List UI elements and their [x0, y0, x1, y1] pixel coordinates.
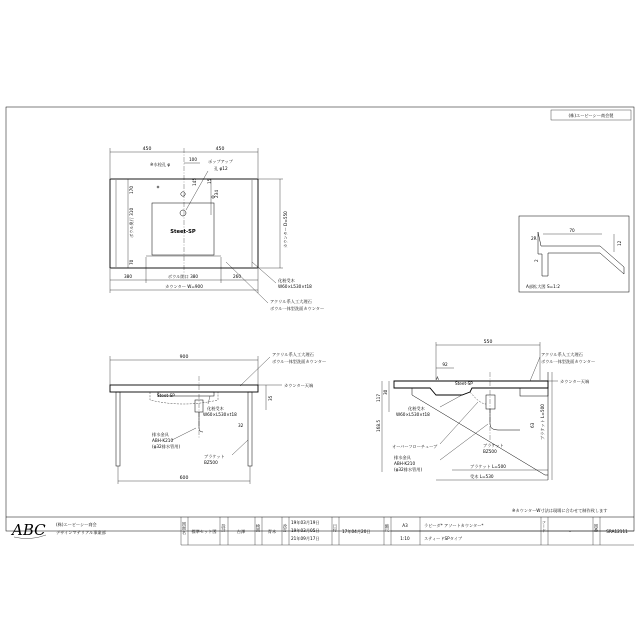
side-bracket-label: ブラケット	[483, 443, 504, 448]
side-bracket	[412, 388, 548, 475]
abc-logo	[10, 521, 46, 539]
plan-dim-70: 70	[129, 259, 134, 265]
tb-scale: 1:10	[400, 536, 410, 541]
company-name-line2: デザインマテリアル事業部	[56, 530, 106, 535]
tb-h-code: コード	[542, 519, 547, 533]
side-dim-550-label: 550	[483, 340, 493, 345]
tb-h-drawing: 図面名	[182, 521, 187, 535]
side-drain-trap	[490, 409, 520, 430]
front-bracket-right	[248, 392, 252, 466]
side-product-mark: Steet-SP	[455, 381, 473, 386]
side-dim-92-label: 92	[442, 362, 448, 367]
front-view	[110, 351, 326, 484]
front-drain-model: ABH-K210	[152, 438, 174, 443]
tb-checker: 青木	[267, 529, 277, 534]
side-material-line2: ボウル一体型洗面カウンター	[541, 359, 596, 364]
side-material-line1: アクリル系人工大理石	[541, 352, 583, 357]
detail-a-profile	[538, 232, 624, 276]
tb-h-date: 日付	[333, 523, 338, 533]
side-mount-block	[520, 388, 548, 396]
tb-h-check: 検図	[256, 523, 261, 533]
tb-rev2: 19年03月05日	[291, 528, 320, 533]
tb-rev1: 19年03月19日	[291, 520, 320, 525]
plan-dim-234: 234	[214, 190, 219, 198]
bowl-opening-label: ボウル開口 380	[167, 274, 199, 279]
front-bracket-model: BZ500	[204, 460, 218, 465]
plan-dim-15: 15	[207, 178, 212, 184]
front-decor-label: 化粧受木	[207, 406, 224, 411]
plan-dim-260: 260	[233, 274, 241, 279]
tb-h-design: 設計	[221, 523, 227, 533]
detail-a	[519, 216, 629, 292]
side-material-leader	[530, 357, 540, 381]
side-dim-30: 30	[383, 389, 388, 395]
plan-decor-size: W60×L530×t18	[278, 284, 312, 289]
plan-dim-100: 100	[189, 157, 197, 162]
side-drain-leader	[440, 424, 488, 460]
bowl-depth-label: ボウル奥行 310	[129, 207, 134, 238]
tb-h-number: 図番	[594, 523, 599, 533]
tb-rev3: 21年09月17日	[291, 536, 320, 541]
plan-product-mark: Steet-SP	[170, 229, 196, 235]
detail-a-caption: A部拡大図 S=1:2	[526, 284, 560, 289]
plan-material-line2: ボウル一体型洗面カウンター	[270, 306, 325, 311]
tb-date: 17年04月20日	[342, 529, 371, 534]
tb-product-type: スティードSPタイプ	[424, 536, 463, 541]
front-counter-slab	[110, 385, 258, 392]
plan-dim-170: 170	[129, 186, 134, 194]
width-footnote: ※カウンターW寸法は現場に合わせて制作致します	[512, 508, 608, 513]
popup-hole-size: 孔 φ12	[214, 166, 228, 171]
front-bracket-label: ブラケット	[204, 454, 225, 459]
side-bracket-model: BZ500	[483, 449, 497, 454]
counter-depth-label: カウンター D=550	[283, 211, 288, 248]
plan-small-hole	[157, 186, 159, 188]
plan-view	[110, 146, 324, 312]
tb-product-name: ラピーダ* アソートカウンター*	[424, 523, 484, 528]
popup-leader	[186, 171, 208, 210]
side-drain-model: ABH-K210	[394, 461, 416, 466]
popup-hole-label: ポップアップ	[208, 159, 233, 164]
tb-drawing-name: 標準セット図	[191, 529, 217, 534]
faucet-hole-label: ※水栓孔 φ	[150, 162, 171, 167]
front-product-mark: Steet-SP	[157, 393, 175, 398]
side-dim-168: 168.5	[376, 420, 381, 432]
plan-material-line1: アクリル系人工大理石	[270, 299, 312, 304]
plan-dim-450-right: 450	[215, 147, 225, 152]
side-decor-label: 化粧受木	[408, 406, 425, 411]
tb-number: SRA12111	[606, 529, 628, 534]
svg-text:ABC: ABC	[12, 521, 46, 539]
side-drain-body	[486, 395, 495, 409]
front-drain-note: (φ32排水管用)	[152, 444, 181, 449]
front-material-leader	[240, 357, 270, 386]
front-dim-900: 900	[179, 355, 189, 360]
company-tag: (株)エービーシー商会製	[568, 113, 614, 118]
counter-width-label: カウンター W=900	[165, 284, 203, 289]
plan-dim-145: 145	[192, 178, 197, 186]
side-drain-note: (φ32排水管用)	[394, 467, 423, 472]
front-decor-leader	[208, 396, 210, 404]
front-material-line1: アクリル系人工大理石	[272, 352, 314, 357]
side-view	[376, 339, 595, 480]
detail-a-r-mark: 2R	[531, 236, 537, 241]
side-dim-117: 117	[376, 394, 381, 402]
plan-dim-450-left: 450	[142, 147, 152, 152]
front-bracket-leader	[232, 440, 248, 455]
detail-a-dim-70: 70	[569, 228, 575, 233]
side-decor-size: W60×L530×t18	[396, 412, 430, 417]
front-decor-size: W60×L530×t18	[203, 412, 237, 417]
front-material-line2: ボウル一体型洗面カウンター	[272, 359, 327, 364]
front-drain-leader	[172, 428, 196, 440]
tb-designer: 古澤	[236, 529, 246, 534]
tb-h-revision: 改訂	[283, 523, 288, 533]
tb-paper: A3	[402, 523, 408, 528]
detail-a-dim-2: 2	[534, 259, 539, 262]
front-dim-32: 32	[238, 423, 244, 428]
sheet-frame	[6, 107, 634, 531]
side-overflow-leader	[440, 402, 478, 444]
side-countertop-label: カウンター天端	[560, 379, 590, 384]
front-drain-label: 排水金具	[152, 432, 169, 437]
tb-code: -	[569, 529, 571, 534]
plan-decor-label: 化粧受木	[278, 278, 295, 283]
front-dim-600: 600	[179, 476, 189, 481]
side-dim-63: 63	[530, 422, 535, 428]
plan-dim-380: 380	[124, 274, 132, 279]
tb-h-scale: 縮尺	[385, 523, 390, 533]
side-mount-length: 受木 L=530	[470, 474, 494, 479]
side-mark-a: A	[436, 376, 439, 381]
side-drain-label: 排水金具	[394, 455, 411, 460]
side-decor-leader	[440, 395, 462, 407]
popup-hole-mark	[180, 210, 186, 216]
side-bracket-length: ブラケット L=500	[470, 464, 506, 469]
faucet-hole-mark	[181, 192, 185, 196]
company-name-line1: (株)エービーシー商会	[56, 522, 97, 527]
side-overflow-label: オーバーフローチューブ	[392, 444, 438, 449]
front-bracket-left	[116, 392, 120, 466]
side-bracket-right: ブラケット L=500	[540, 404, 545, 440]
detail-a-dim-12: 12	[617, 240, 622, 246]
front-dim-35: 35	[268, 395, 273, 401]
front-countertop-label: カウンター天端	[284, 383, 314, 388]
